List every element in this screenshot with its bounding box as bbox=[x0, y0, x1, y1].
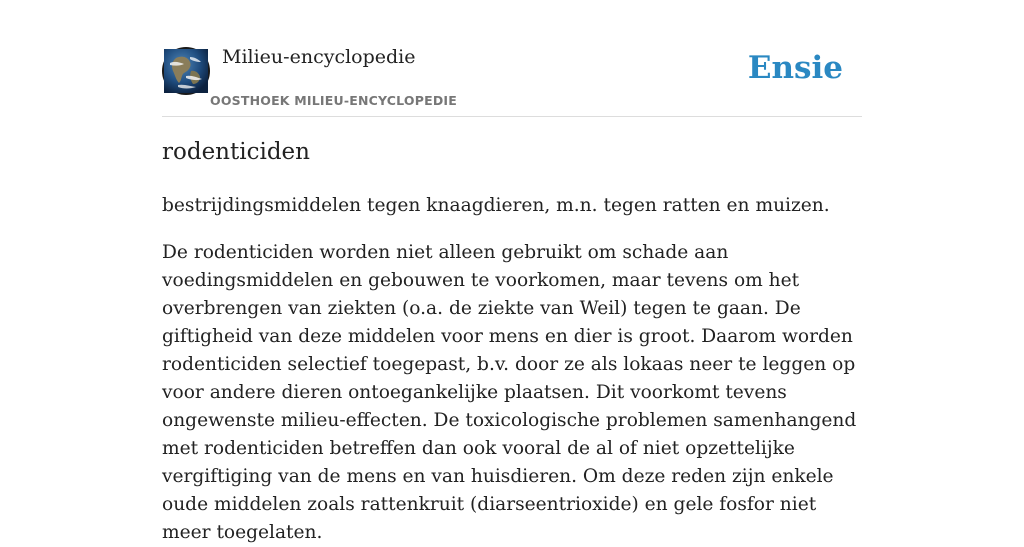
site-subtitle[interactable]: OOSTHOEK MILIEU-ENCYCLOPEDIE bbox=[210, 93, 457, 108]
article-title: rodenticiden bbox=[162, 139, 310, 165]
page bbox=[162, 0, 862, 543]
article-definition: bestrijdingsmiddelen tegen knaagdieren, m.n. tegen ratten en muizen. bbox=[162, 195, 830, 216]
site-name[interactable]: Milieu-encyclopedie bbox=[222, 46, 416, 68]
ensie-logo[interactable]: Ensie bbox=[747, 50, 843, 86]
article-body: De rodenticiden worden niet alleen gebruikt om schade aan voedingsmiddelen en gebouwen te voorkomen, maar tevens om het overbrengen van ziekten (o.a. de ziekte van Weil) tegen te gaan. De giftigheid van deze middelen voor mens en dier is groot. Daarom worden rodenticiden selectief toegepast, b.v. door ze als lokaas neer te leggen op voor andere dieren ontoegankelijke plaatsen. Dit voorkomt tevens ongewenste milieu-effecten. De toxicologische problemen samenhangend met rodenticiden betreffen dan ook vooral de al of niet opzettelijke vergiftiging van de mens en van huisdieren. Om deze reden zijn enkele oude middelen zoals rattenkruit (diarseentrioxide) en gele fosfor niet meer toegelaten. bbox=[162, 242, 857, 543]
earth-globe-icon[interactable] bbox=[162, 47, 210, 95]
site-header bbox=[162, 0, 862, 117]
